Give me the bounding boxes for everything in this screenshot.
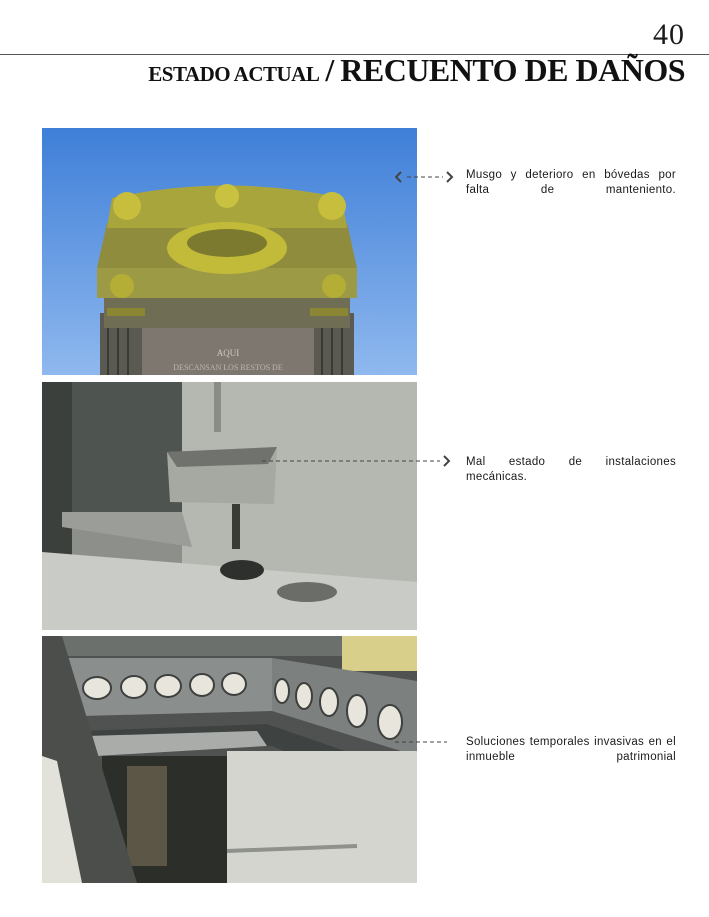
title-separator: / [325,52,335,88]
annotation-installations: Mal estado de instalaciones mecánicas. [466,456,676,483]
photo-moss-vault [42,128,417,375]
page-title [148,52,685,89]
leader-line-1 [395,170,465,185]
leader-line-3 [395,737,455,747]
annotation-moss: Musgo y deterioro en bóvedas por falta de manteniento. [466,169,676,196]
svg-text:AQUI: AQUI [216,348,240,358]
svg-text:DESCANSAN LOS RESTOS DE: DESCANSAN LOS RESTOS DE [173,363,283,372]
annotation-temporary-solutions: Soluciones temporales invasivas en el inmueble patrimonial [466,736,676,763]
photo-sink-installations [42,382,417,630]
title-section: ESTADO ACTUAL [148,62,320,86]
photo-temporary-solutions [42,636,417,883]
title-main: RECUENTO DE DAÑOS [340,52,685,88]
page-number: 40 [653,18,685,51]
leader-line-2 [262,454,462,469]
